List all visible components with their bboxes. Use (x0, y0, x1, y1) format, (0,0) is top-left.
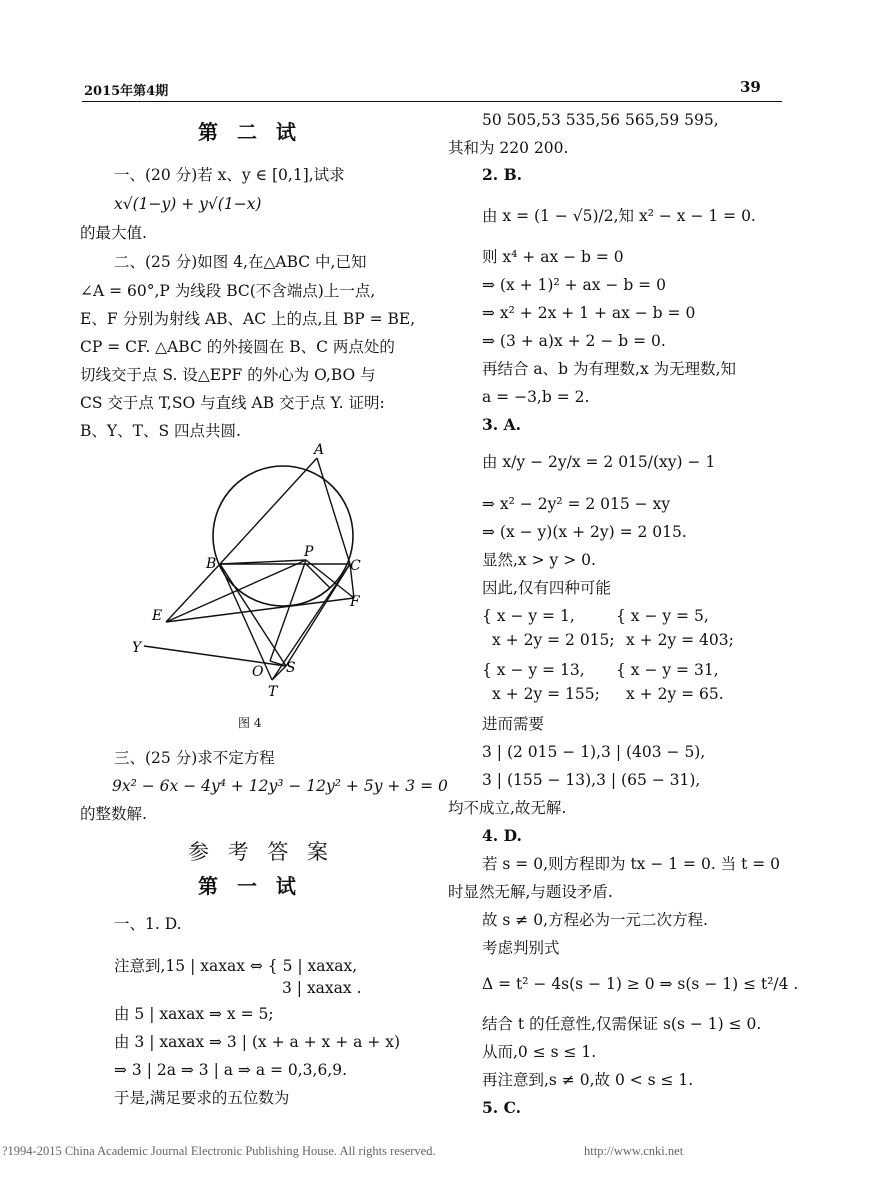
problem1-line3: 的最大值. (80, 224, 147, 242)
answer3-line6: 进而需要 (482, 715, 545, 733)
answer4-head: 4. D. (482, 826, 522, 845)
answer3-line4: 显然,x > y > 0. (482, 551, 596, 569)
label-S: S (286, 660, 296, 676)
answer4-line7: 从而,0 ≤ s ≤ 1. (482, 1043, 597, 1061)
answer1-sum: 其和为 220 200. (448, 139, 569, 157)
page-number: 39 (740, 78, 761, 96)
segment-AB (220, 458, 317, 564)
problem1-line1: 一、(20 分)若 x、y ∈ [0,1],试求 (114, 166, 345, 184)
label-P: P (304, 544, 314, 560)
figure-caption: 图 4 (238, 716, 262, 730)
answer1-line3: 由 3 | xaxax ⇒ 3 | (x + a + x + a + x) (114, 1033, 401, 1051)
segment-ST (272, 666, 286, 680)
answer3-head: 3. A. (482, 415, 521, 434)
problem2-line5: 切线交于点 S. 设△EPF 的外心为 O,BO 与 (80, 366, 376, 384)
answer1-line1b: 3 | xaxax . (282, 979, 362, 997)
system1-eq1: { x − y = 1, (482, 607, 575, 625)
answer1-line4: ⇒ 3 | 2a ⇒ 3 | a ⇒ a = 0,3,6,9. (114, 1061, 348, 1079)
answer3-line3: ⇒ (x − y)(x + 2y) = 2 015. (482, 523, 687, 541)
answer4-line4: 考虑判别式 (482, 939, 560, 957)
copyright-notice: ?1994-2015 China Academic Journal Electronic Publishing House. All rights reserved. (2, 1144, 436, 1158)
answer1-numbers: 50 505,53 535,56 565,59 595, (482, 111, 719, 129)
answer1-head: 一、1. D. (114, 915, 182, 933)
system4-eq2: x + 2y = 65. (626, 685, 724, 703)
answer3-line9: 均不成立,故无解. (448, 799, 567, 817)
answer4-line6: 结合 t 的任意性,仅需保证 s(s − 1) ≤ 0. (482, 1015, 762, 1033)
problem3-equation: 9x² − 6x − 4y⁴ + 12y³ − 12y² + 5y + 3 = 0 (112, 777, 448, 795)
segment-AC (317, 458, 350, 564)
system2-eq2: x + 2y = 403; (626, 631, 734, 649)
problem2-line7: B、Y、T、S 四点共圆. (80, 422, 241, 440)
answer5-head: 5. C. (482, 1098, 522, 1117)
section-title-second-test: 第 二 试 (198, 120, 302, 144)
problem2-line1: 二、(25 分)如图 4,在△ABC 中,已知 (114, 253, 367, 271)
answer2-head: 2. B. (482, 165, 523, 184)
system3-eq2: x + 2y = 155; (492, 685, 600, 703)
answer4-line3: 故 s ≠ 0,方程必为一元二次方程. (482, 911, 708, 929)
answer4-line1: 若 s = 0,则方程即为 tx − 1 = 0. 当 t = 0 (482, 855, 781, 873)
segment-BS (220, 564, 286, 666)
system4-eq1: { x − y = 31, (616, 661, 719, 679)
label-F: F (350, 594, 360, 610)
label-O: O (252, 664, 264, 680)
problem1-expression: x√(1−y) + y√(1−x) (114, 195, 262, 213)
system1-eq2: x + 2y = 2 015; (492, 631, 615, 649)
header-rule (82, 101, 782, 102)
problem2-line3: E、F 分别为射线 AB、AC 上的点,且 BP = BE, (80, 310, 416, 328)
answer4-discriminant: Δ = t² − 4s(s − 1) ≥ 0 ⇒ s(s − 1) ≤ t²/4 . (482, 975, 799, 993)
label-E: E (152, 608, 163, 624)
answer3-line1: 由 x/y − 2y/x = 2 015/(xy) − 1 (482, 453, 716, 471)
answer4-line8: 再注意到,s ≠ 0,故 0 < s ≤ 1. (482, 1071, 694, 1089)
answer2-line2: 则 x⁴ + ax − b = 0 (482, 248, 624, 266)
answer2-line1: 由 x = (1 − √5)/2,知 x² − x − 1 = 0. (482, 207, 756, 225)
figure-4-geometry (110, 440, 410, 710)
problem2-line2: ∠A = 60°,P 为线段 BC(不含端点)上一点, (80, 282, 376, 300)
label-Y: Y (132, 640, 142, 656)
segment-BE (166, 564, 220, 622)
cnki-url[interactable]: http://www.cnki.net (584, 1144, 684, 1158)
answer3-line7: 3 | (2 015 − 1),3 | (403 − 5), (482, 743, 706, 761)
journal-issue: 2015年第4期 (84, 84, 169, 99)
answer2-line3: ⇒ (x + 1)² + ax − b = 0 (482, 276, 666, 294)
answer1-line2: 由 5 | xaxax ⇒ x = 5; (114, 1005, 274, 1023)
label-A: A (314, 442, 325, 458)
system2-eq1: { x − y = 5, (616, 607, 709, 625)
system3-eq1: { x − y = 13, (482, 661, 585, 679)
answers-title: 参 考 答 案 (188, 840, 335, 864)
answer3-line5: 因此,仅有四种可能 (482, 579, 611, 597)
section-title-first-test: 第 一 试 (198, 874, 302, 898)
problem2-line6: CS 交于点 T,SO 与直线 AB 交于点 Y. 证明: (80, 394, 385, 412)
problem2-line4: CP = CF. △ABC 的外接圆在 B、C 两点处的 (80, 338, 395, 356)
answer3-line2: ⇒ x² − 2y² = 2 015 − xy (482, 495, 671, 513)
label-T: T (268, 684, 278, 700)
label-C: C (350, 558, 361, 574)
answer4-line2: 时显然无解,与题设矛盾. (448, 883, 613, 901)
answer2-line4: ⇒ x² + 2x + 1 + ax − b = 0 (482, 304, 696, 322)
label-B: B (206, 556, 217, 572)
answer1-line5: 于是,满足要求的五位数为 (114, 1089, 290, 1107)
answer2-line6: 再结合 a、b 为有理数,x 为无理数,知 (482, 360, 737, 378)
answer1-line1: 注意到,15 | xaxax ⇔ { 5 | xaxax, (114, 957, 358, 975)
segment-BT (220, 564, 272, 680)
problem3-line3: 的整数解. (80, 805, 147, 823)
problem3-line1: 三、(25 分)求不定方程 (114, 749, 275, 767)
answer2-line7: a = −3,b = 2. (482, 388, 590, 406)
answer3-line8: 3 | (155 − 13),3 | (65 − 31), (482, 771, 701, 789)
answer2-line5: ⇒ (3 + a)x + 2 − b = 0. (482, 332, 666, 350)
segment-PO (270, 560, 306, 661)
